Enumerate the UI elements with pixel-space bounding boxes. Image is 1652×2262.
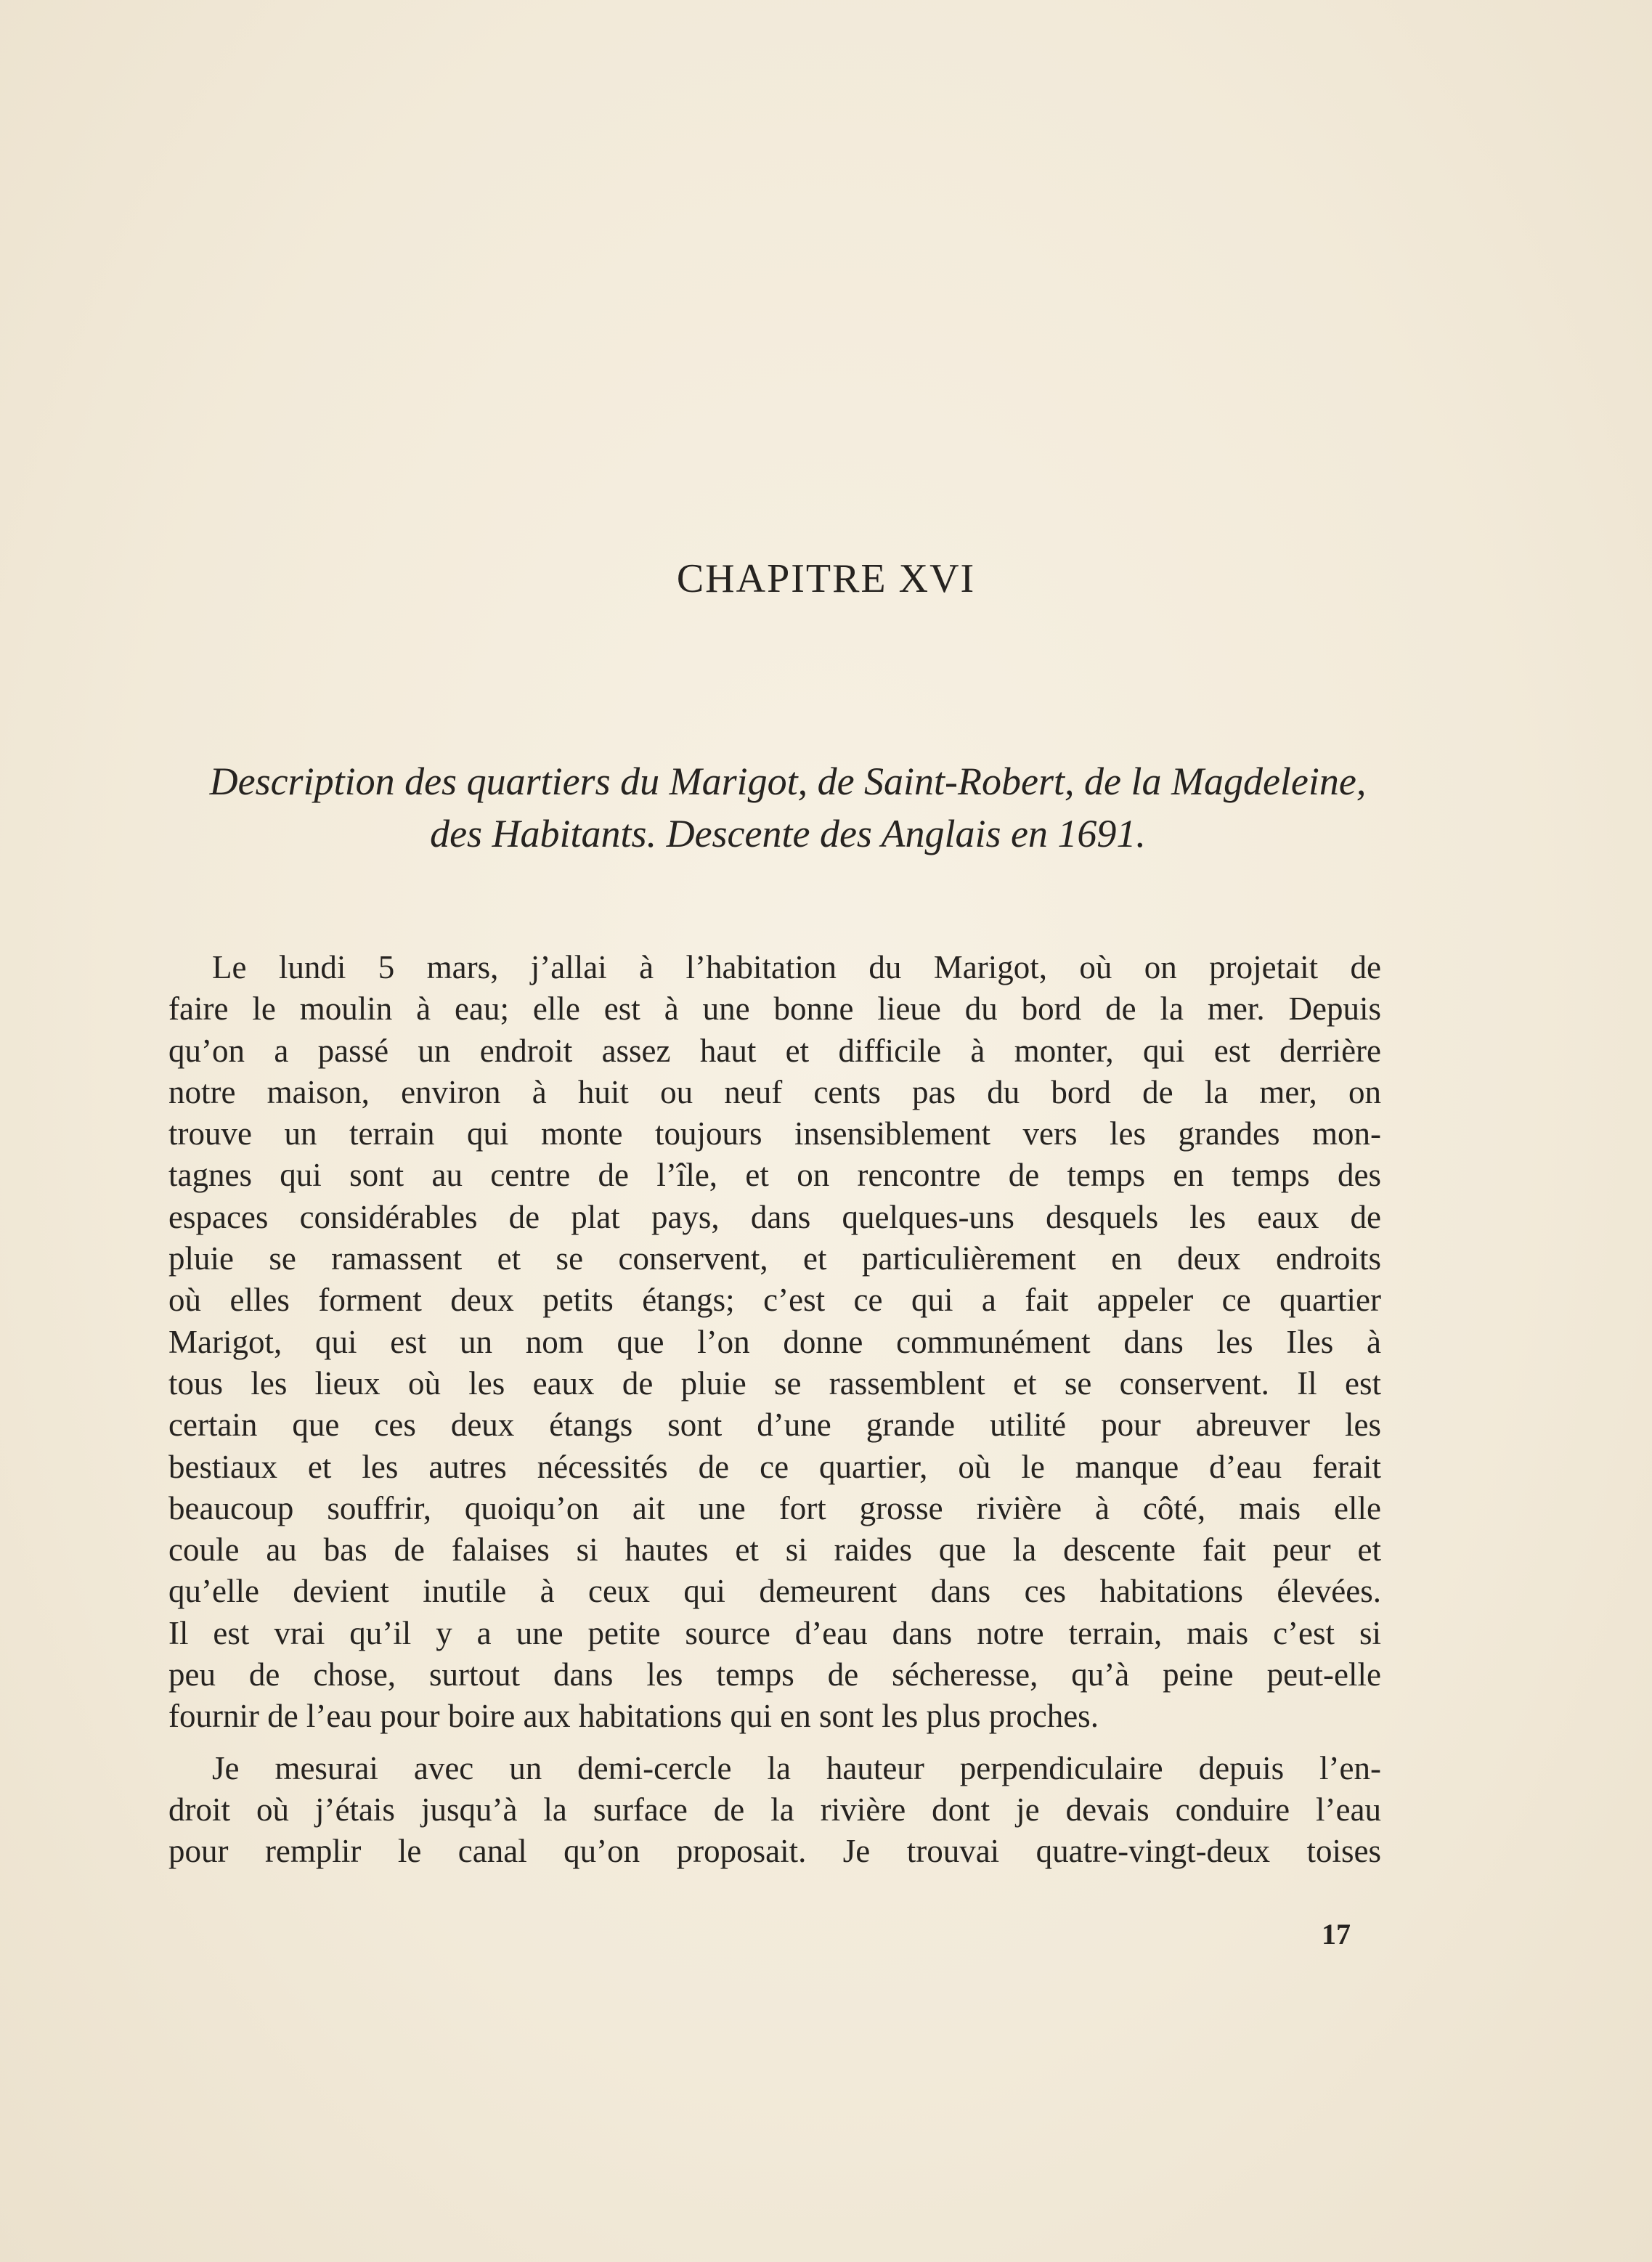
subtitle-line: Description des quartiers du Marigot, de Saint-Robert, de la Magdeleine, <box>209 760 1367 803</box>
text-line: beaucoup souffrir, quoiqu’on ait une fort grosse rivière à côté, mais elle <box>168 1489 1381 1526</box>
text-line: trouve un terrain qui monte toujours insensiblement vers les grandes mon- <box>168 1115 1381 1152</box>
text-line: où elles forment deux petits étangs; c’est ce qui a fait appeler ce quartier <box>168 1282 1381 1319</box>
text-line: notre maison, environ à huit ou neuf cents pas du bord de la mer, on <box>168 1073 1381 1110</box>
chapter-subtitle <box>171 755 1405 860</box>
text-line: fournir de l’eau pour boire aux habitations qui en sont les plus proches. <box>168 1698 1099 1735</box>
text-line: bestiaux et les autres nécessités de ce quartier, où le manque d’eau ferait <box>168 1448 1381 1485</box>
text-line: Il est vrai qu’il y a une petite source d’eau dans notre terrain, mais c’est si <box>168 1614 1381 1651</box>
text-line: Je mesurai avec un demi-cercle la hauteur perpendiculaire depuis l’en- <box>212 1749 1381 1786</box>
subtitle-line: des Habitants. Descente des Anglais en 1691. <box>430 812 1146 855</box>
paragraph-gap <box>168 1738 1381 1748</box>
text-line: pour remplir le canal qu’on proposait. Je trouvai quatre-vingt-deux toises <box>168 1833 1381 1870</box>
text-line: Marigot, qui est un nom que l’on donne communément dans les Iles à <box>168 1323 1381 1360</box>
text-line: coule au bas de falaises si hautes et si raides que la descente fait peur et <box>168 1531 1381 1569</box>
text-line: qu’elle devient inutile à ceux qui demeurent dans ces habitations élevées. <box>168 1573 1381 1610</box>
text-line: Le lundi 5 mars, j’allai à l’habitation du Marigot, où on projetait de <box>212 949 1381 985</box>
text-line: peu de chose, surtout dans les temps de sécheresse, qu’à peine peut-elle <box>168 1656 1381 1693</box>
paragraph-2 <box>168 1748 1381 1873</box>
text-line: pluie se ramassent et se conservent, et particulièrement en deux endroits <box>168 1240 1381 1277</box>
text-line: certain que ces deux étangs sont d’une grande utilité pour abreuver les <box>168 1407 1381 1444</box>
paragraph-1 <box>168 947 1381 1738</box>
text-line: espaces considérables de plat pays, dans quelques-uns desquels les eaux de <box>168 1198 1381 1235</box>
text-line: droit où j’étais jusqu’à la surface de la rivière dont je devais conduire l’eau <box>168 1791 1381 1828</box>
text-line: tagnes qui sont au centre de l’île, et on rencontre de temps en temps des <box>168 1157 1381 1194</box>
text-line: faire le moulin à eau; elle est à une bonne lieue du bord de la mer. Depuis <box>168 990 1381 1028</box>
page-number: 17 <box>1322 1918 1351 1950</box>
text-line: tous les lieux où les eaux de pluie se rassemblent et se conservent. Il est <box>168 1364 1381 1401</box>
text-line: qu’on a passé un endroit assez haut et difficile à monter, qui est derrière <box>168 1032 1381 1069</box>
chapter-title: CHAPITRE XVI <box>676 556 976 601</box>
body-text <box>168 947 1381 1873</box>
